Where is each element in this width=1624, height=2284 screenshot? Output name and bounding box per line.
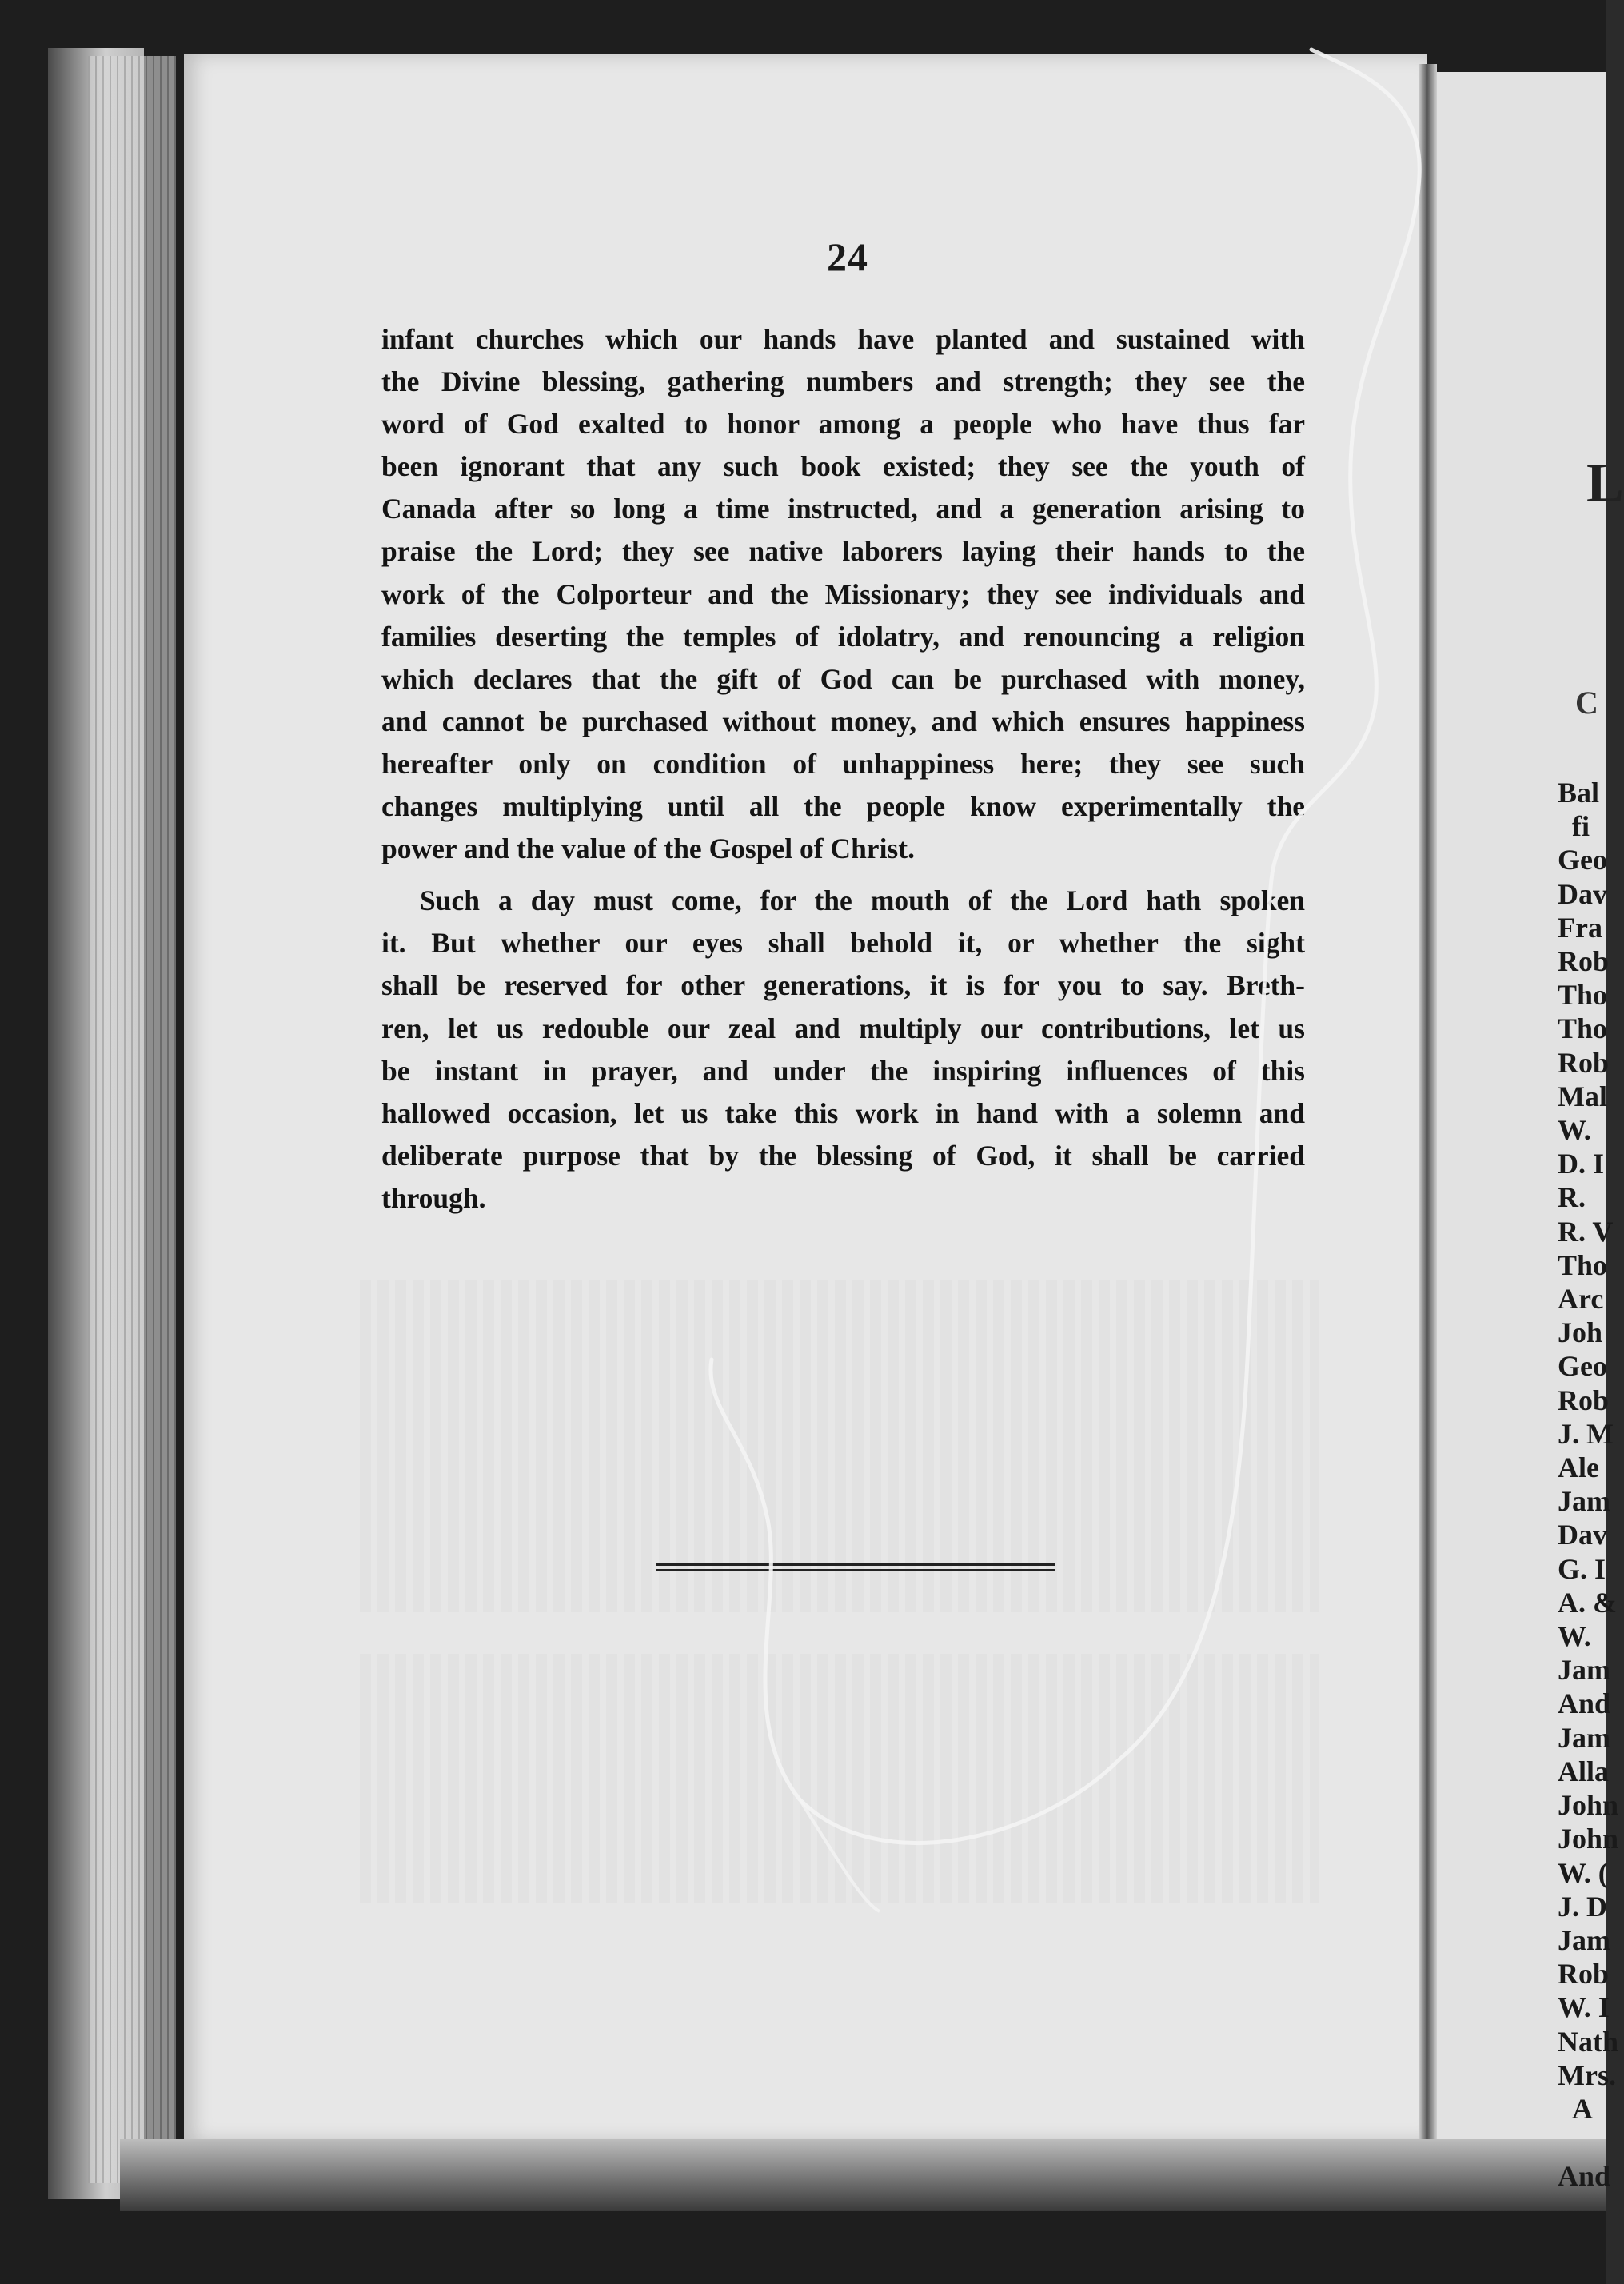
facing-page-entry: Joh: [1558, 1316, 1603, 1349]
facing-page-entry: W.: [1558, 1620, 1591, 1653]
facing-page-entry: Jam: [1558, 1721, 1610, 1754]
facing-page-entry: R.: [1558, 1181, 1586, 1214]
page-number: 24: [827, 234, 868, 279]
facing-page-entry: J. M: [1558, 1417, 1614, 1450]
facing-page-entry: Rob: [1558, 1046, 1610, 1079]
text-line: been ignorant that any such book existed; they see the youth of: [381, 450, 1305, 483]
facing-page-entry: G. I: [1558, 1552, 1606, 1585]
section-divider-rule: [656, 1563, 1055, 1571]
text-line: infant churches which our hands have planted and sustained with: [381, 323, 1305, 355]
paragraph: [381, 880, 1305, 1220]
bleed-through-text: [360, 1280, 1319, 1903]
text-line: and cannot be purchased without money, and which ensures happiness: [381, 705, 1305, 737]
facing-page-subheading: C: [1575, 685, 1598, 721]
facing-page-entry: And: [1558, 2160, 1611, 2193]
text-line: praise the Lord; they see native laborers laying their hands to the: [381, 535, 1305, 568]
facing-page-entry: A: [1572, 2092, 1593, 2125]
facing-page-entry: Alla: [1558, 1755, 1610, 1787]
paragraph: [381, 318, 1305, 870]
facing-page-entry: J. D: [1558, 1890, 1607, 1923]
text-line: word of God exalted to honor among a people who have thus far: [381, 408, 1305, 441]
facing-page-entry: Dav: [1558, 877, 1607, 910]
facing-page-entry: John: [1558, 1789, 1619, 1822]
facing-page-entry: And: [1558, 1687, 1611, 1720]
facing-page-entry: W. (: [1558, 1856, 1608, 1889]
facing-page-entry: Tho: [1558, 1012, 1608, 1045]
facing-page-entry: Geo: [1558, 844, 1607, 876]
page-stack-edges: [88, 56, 176, 2183]
text-line: changes multiplying until all the people know experimentally the: [381, 790, 1305, 823]
facing-page-entry: Mal: [1558, 1080, 1607, 1112]
text-line: Canada after so long a time instructed, and a generation arising to: [381, 493, 1305, 525]
text-line: be instant in prayer, and under the inspiring influences of this: [381, 1054, 1305, 1087]
facing-page-entry: D. I: [1558, 1148, 1605, 1180]
facing-page-entry: Arc: [1558, 1283, 1604, 1316]
facing-page-entry: Jam: [1558, 1923, 1610, 1956]
text-line: Such a day must come, for the mouth of the Lord hath spoken: [420, 884, 1305, 917]
facing-page-entry: John: [1558, 1823, 1619, 1855]
facing-page-entry: Ale: [1558, 1451, 1599, 1484]
facing-page-entry: Tho: [1558, 979, 1608, 1012]
facing-page-entry: Tho: [1558, 1248, 1608, 1281]
facing-page-entry: Geo: [1558, 1350, 1607, 1383]
facing-page-entry: A. &: [1558, 1586, 1617, 1619]
text-line: work of the Colporteur and the Missionary; they see individuals and: [381, 577, 1305, 610]
facing-page-entry: [1558, 2126, 1606, 2159]
text-line: shall be reserved for other generations, it is for you to say. Breth-: [381, 969, 1305, 1002]
page-bottom-edge: [120, 2139, 1611, 2211]
facing-page-entry: Fra: [1558, 911, 1602, 944]
facing-page-entry: Jam: [1558, 1654, 1610, 1687]
text-line: families deserting the temples of idolatry, and renouncing a religion: [381, 620, 1305, 653]
facing-page-entry: Rob: [1558, 945, 1610, 978]
facing-page-entry: R. V: [1558, 1215, 1614, 1248]
text-line: deliberate purpose that by the blessing of God, it shall be carried: [381, 1139, 1305, 1172]
facing-page-entry: fi: [1572, 810, 1590, 843]
text-line: through.: [381, 1181, 486, 1214]
text-line: hallowed occasion, let us take this work in hand with a solemn and: [381, 1096, 1305, 1129]
body-text: [381, 318, 1305, 1220]
facing-page-entry: Bal: [1558, 777, 1600, 809]
text-line: which declares that the gift of God can be purchased with money,: [381, 662, 1305, 695]
facing-page-entry: Rob: [1558, 1958, 1610, 1991]
facing-page-entry: Rob: [1558, 1384, 1610, 1416]
facing-page-name-list: [1558, 776, 1619, 2194]
text-line: the Divine blessing, gathering numbers and strength; they see the: [381, 365, 1305, 398]
facing-page-heading: L: [1586, 453, 1624, 514]
text-line: it. But whether our eyes shall behold it, or whether the sight: [381, 927, 1305, 960]
facing-page-entry: Dav: [1558, 1519, 1607, 1551]
facing-page-entry: W. I: [1558, 1991, 1610, 2024]
book-gutter: [1419, 64, 1437, 2143]
text-line: ren, let us redouble our zeal and multiply our contributions, let us: [381, 1012, 1305, 1044]
facing-page-entry: Mrs.: [1558, 2058, 1616, 2091]
facing-page-entry: Nath: [1558, 2025, 1619, 2058]
text-line: power and the value of the Gospel of Christ.: [381, 833, 915, 865]
facing-page-entry: W.: [1558, 1114, 1591, 1147]
facing-page-entry: Jam: [1558, 1485, 1610, 1518]
text-line: hereafter only on condition of unhappiness here; they see such: [381, 747, 1305, 780]
